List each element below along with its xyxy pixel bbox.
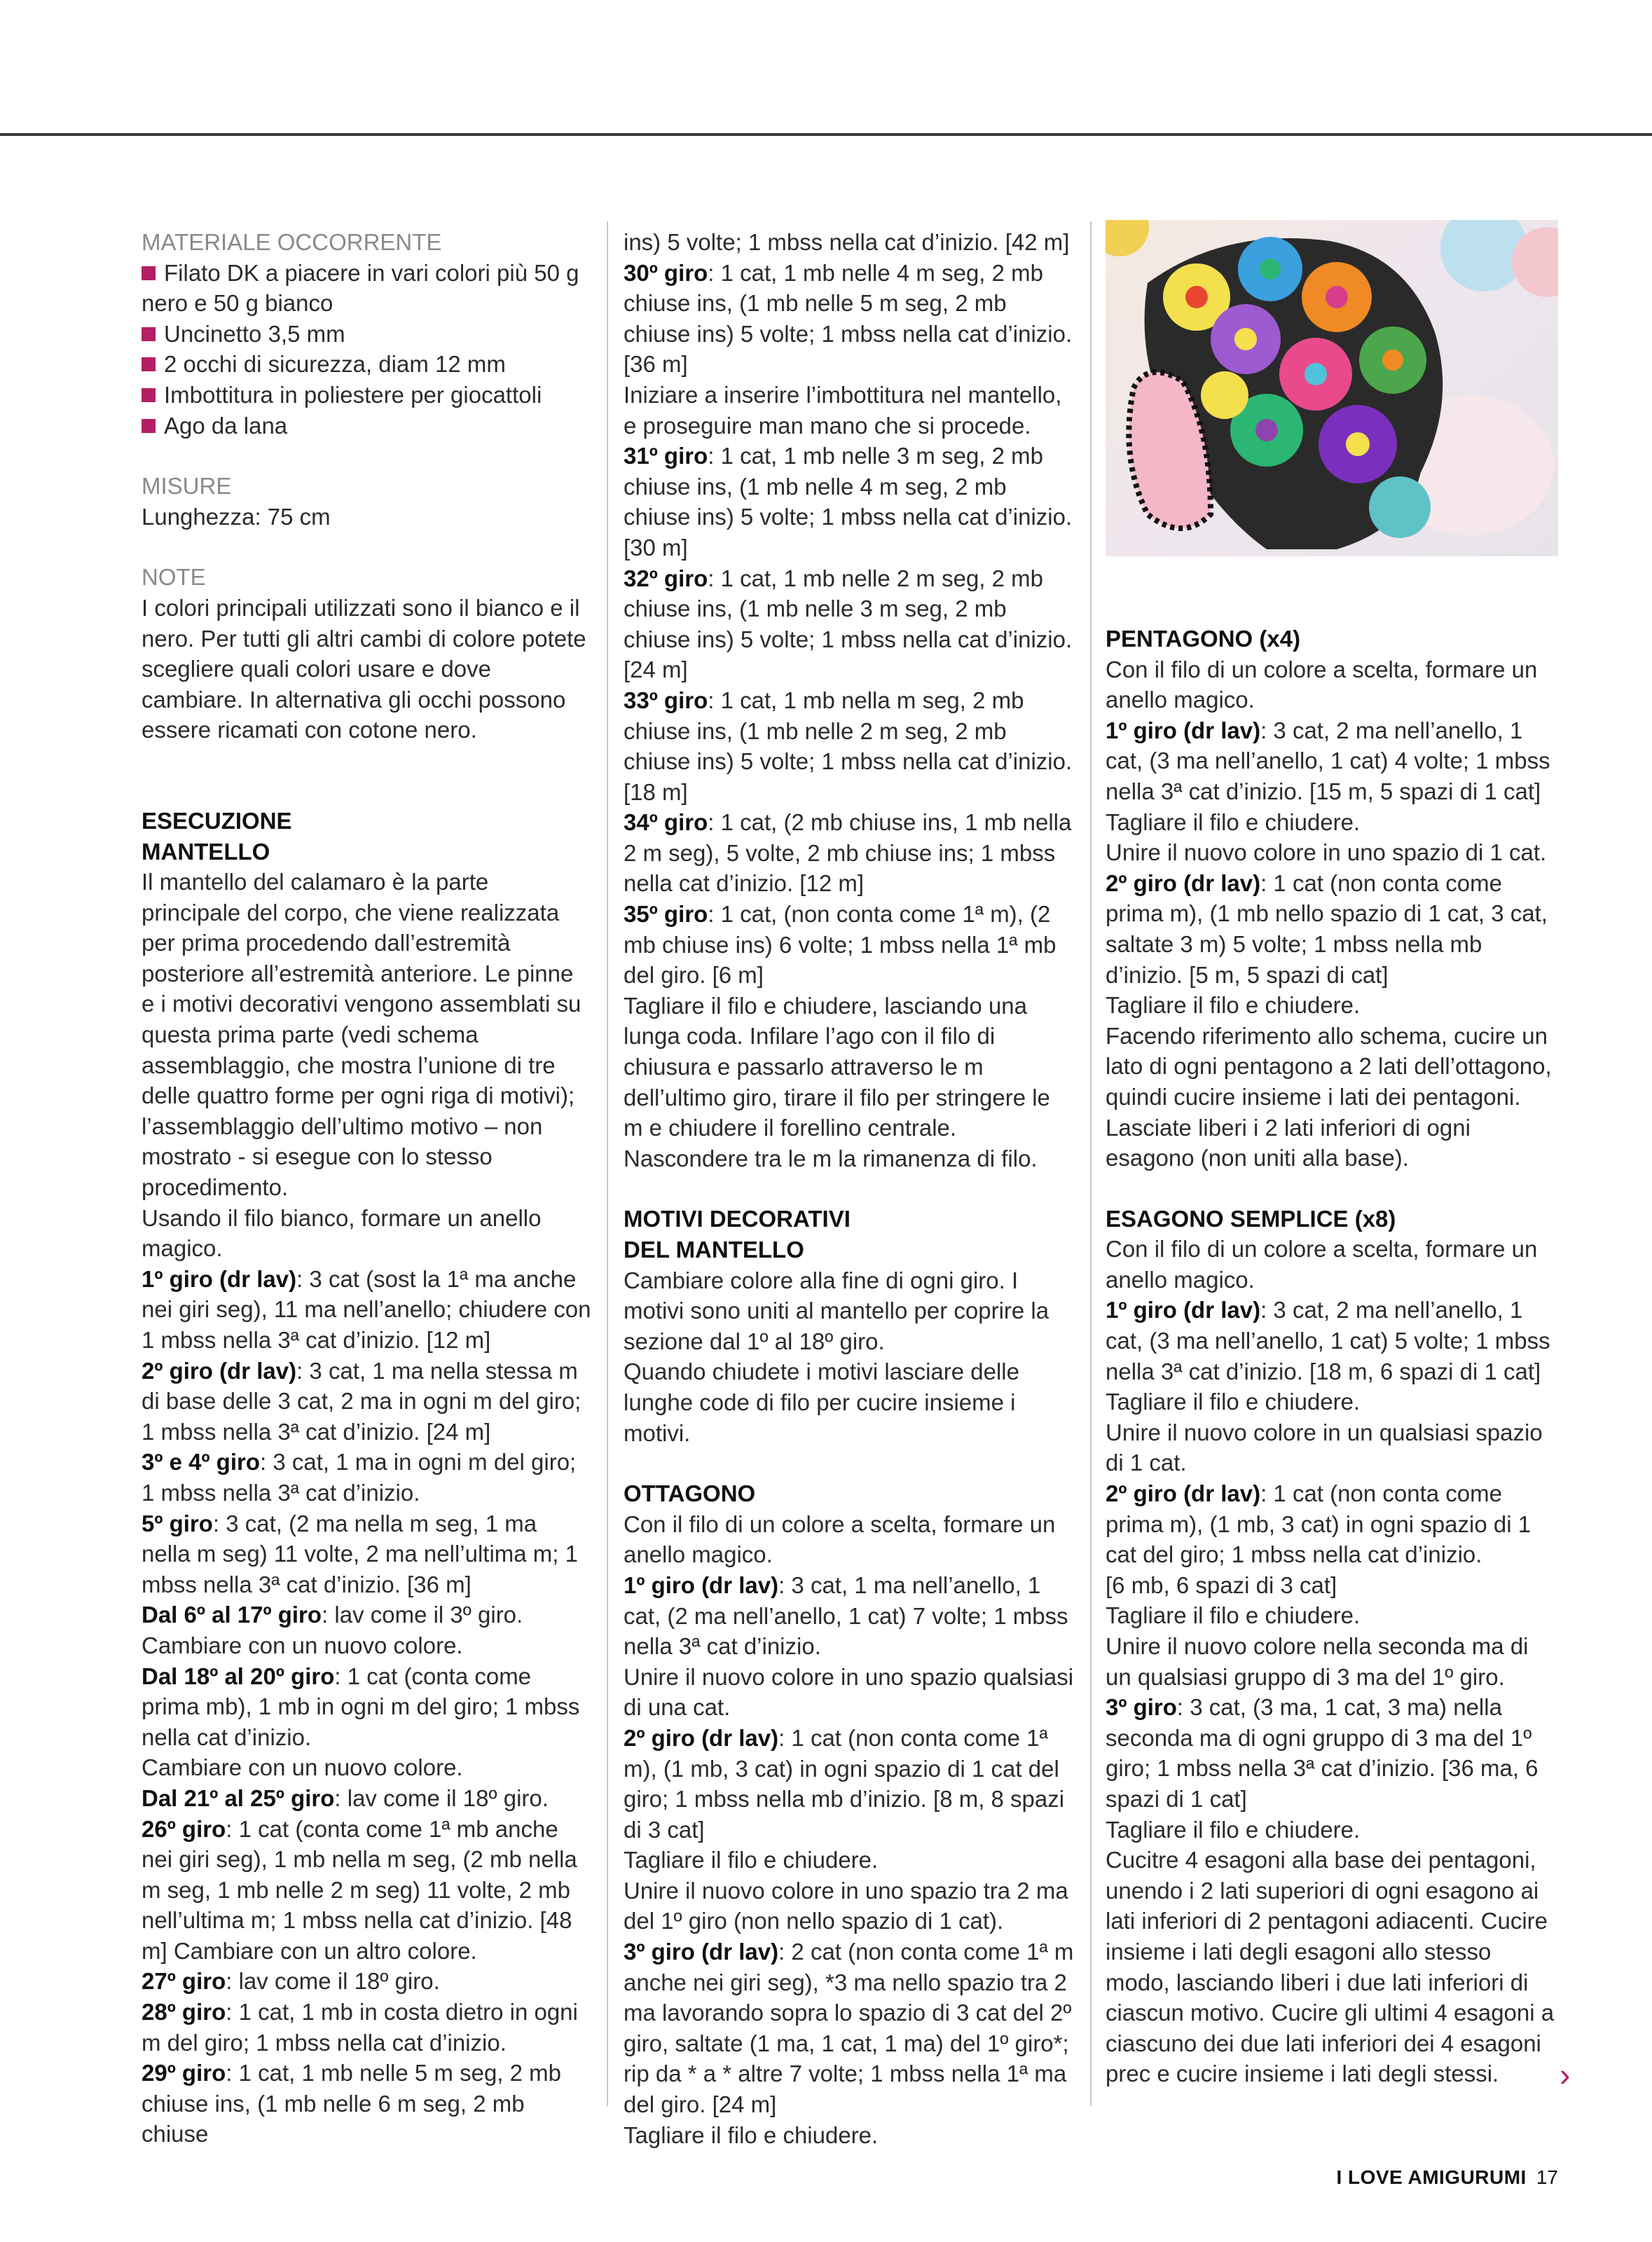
pattern-paragraph [624, 2120, 1075, 2151]
magazine-title: I LOVE AMIGURUMI [1336, 2166, 1527, 2188]
bullet-square-icon [142, 266, 156, 280]
materials-item: 2 occhi di sicurezza, diam 12 mm [142, 349, 591, 380]
round-label: 3º giro (dr lav) [624, 1939, 779, 1965]
round-text: Unire il nuovo colore in uno spazio tra 2 ma del 1º giro (non nello spazio di 1 cat). [624, 1877, 1068, 1934]
round-text: : 1 cat (conta come prima mb), 1 mb in ogni m del giro; 1 mbss nella cat d’inizio. [142, 1663, 580, 1750]
materials-item: Ago da lana [142, 411, 591, 441]
round-text: Tagliare il filo e chiudere. [1106, 1389, 1361, 1415]
bullet-square-icon [142, 419, 156, 433]
pattern-paragraph [1106, 1570, 1558, 1601]
pattern-rounds [624, 227, 1075, 1174]
pattern-paragraph [142, 1783, 591, 1814]
pattern-paragraph [624, 991, 1075, 1143]
round-label: Dal 21º al 25º giro [142, 1784, 335, 1811]
pattern-paragraph [142, 1356, 591, 1447]
pattern-paragraph [1106, 1631, 1558, 1692]
mantello-heading: MANTELLO [142, 838, 270, 865]
ottagono-heading: OTTAGONO [624, 1480, 756, 1507]
round-text: Tagliare il filo e chiudere, lasciando una lunga coda. Infilare l’ago con il filo di chiusura e passarlo attraverso le m dell’ultimo giro, tirare il filo per stringere le m e chiudere il forellino centrale. [624, 992, 1050, 1141]
round-label: 29º giro [142, 2060, 226, 2086]
pattern-paragraph [1106, 1234, 1558, 1295]
pentagono-rounds [1106, 654, 1558, 1174]
round-text: Tagliare il filo e chiudere. [1106, 809, 1361, 835]
pattern-paragraph [624, 1723, 1075, 1845]
pattern-paragraph [1106, 1478, 1558, 1570]
round-label: 1º giro (dr lav) [624, 1572, 779, 1598]
round-text: Con il filo di un colore a scelta, formare un anello magico. [624, 1511, 1056, 1568]
pattern-paragraph [624, 1937, 1075, 2120]
round-text: [6 mb, 6 spazi di 3 cat] [1106, 1572, 1337, 1598]
pattern-paragraph [624, 1570, 1075, 1662]
materials-label: MATERIALE OCCORRENTE [142, 229, 442, 255]
pattern-paragraph [624, 1662, 1075, 1723]
round-text: Tagliare il filo e chiudere. [1106, 1602, 1361, 1629]
mantello-intro: Il mantello del calamaro è la parte principale del corpo, che viene realizzata per prima procedendo dall’estremità posteriore all’estremità anteriore. Le pinne e i motivi decorativi vengono assemblati su questa prima parte (vedi schema assemblaggio, che mostra l’unione di tre delle quattro forme per ogni riga di motivi); l’assemblaggio dell’ultimo motivo – non mostrato - si esegue con lo stesso procedimento. [142, 869, 581, 1201]
round-text: : 1 cat, 1 mb nella m seg, 2 mb chiuse ins, (1 mb nelle 2 m seg, 2 mb chiuse ins) 5 volte; 1 mbss nella cat d’inizio. [18 m] [624, 687, 1073, 805]
round-label: 5º giro [142, 1510, 213, 1536]
round-text: : 1 cat, 1 mb nelle 3 m seg, 2 mb chiuse ins, (1 mb nelle 4 m seg, 2 mb chiuse ins) 5 volte; 1 mbss nella cat d’inizio. [30 m] [624, 443, 1073, 560]
pattern-paragraph [624, 685, 1075, 807]
materials-item: Uncinetto 3,5 mm [142, 319, 591, 350]
round-text: : 1 cat, (2 mb chiuse ins, 1 mb nella 2 m seg), 5 volte, 2 mb chiuse ins; 1 mbss nella cat d’inizio. [12 m] [624, 809, 1072, 897]
page-number: 17 [1536, 2166, 1558, 2188]
round-text: : 3 cat, 1 ma in ogni m del giro; 1 mbss nella 3ª cat d’inizio. [142, 1449, 577, 1506]
esecuzione-heading: ESECUZIONE [142, 807, 292, 834]
round-text: : lav come il 18º giro. [226, 1968, 440, 1995]
round-text: : 1 cat, 1 mb nelle 4 m seg, 2 mb chiuse ins, (1 mb nelle 5 m seg, 2 mb chiuse ins) 5 volte; 1 mbss nella cat d’inizio. [36 m] [624, 259, 1073, 378]
misure-label: MISURE [142, 473, 232, 500]
column-1 [142, 227, 591, 2150]
round-text: Con il filo di un colore a scelta, formare un anello magico. [1106, 1236, 1538, 1293]
misure-text: Lunghezza: 75 cm [142, 503, 331, 530]
pattern-paragraph [142, 1447, 591, 1508]
ottagono-rounds [624, 1509, 1075, 2150]
pattern-paragraph [624, 899, 1075, 991]
round-text: Unire il nuovo colore nella seconda ma di un qualsiasi gruppo di 3 ma del 1º giro. [1106, 1633, 1529, 1690]
round-text: Tagliare il filo e chiudere. [1106, 992, 1361, 1019]
round-text: : 1 cat (non conta come prima m), (1 mb, 3 cat) in ogni spazio di 1 cat del giro; 1 mbss nella cat d’inizio. [1106, 1480, 1531, 1568]
column-2 [624, 227, 1075, 2150]
pattern-paragraph [1106, 1417, 1558, 1478]
pattern-paragraph [142, 1630, 591, 1661]
round-text: Cambiare con un nuovo colore. [142, 1632, 463, 1658]
round-text: Iniziare a inserire l’imbottitura nel mantello, e proseguire man mano che si procede. [624, 381, 1062, 439]
round-label: 33º giro [624, 687, 708, 713]
pattern-paragraph [1106, 715, 1558, 807]
pattern-paragraph [624, 1143, 1075, 1174]
column-divider [607, 221, 608, 2106]
round-label: 30º giro [624, 259, 708, 286]
chevron-right-icon: › [1560, 2056, 1571, 2093]
pattern-paragraph [142, 1600, 591, 1630]
round-label: 28º giro [142, 1999, 226, 2026]
round-label: Dal 18º al 20º giro [142, 1663, 335, 1689]
pattern-paragraph [142, 1997, 591, 2058]
round-label: 27º giro [142, 1968, 226, 1995]
materials-list [142, 258, 591, 441]
pattern-rounds [142, 1264, 591, 2150]
motivi-heading: MOTIVI DECORATIVI [624, 1206, 851, 1232]
bullet-square-icon [142, 388, 156, 402]
round-text: Tagliare il filo e chiudere. [1106, 1816, 1361, 1843]
top-rule [0, 133, 1652, 136]
pattern-paragraph [1106, 1600, 1558, 1631]
note-text: I colori principali utilizzati sono il bianco e il nero. Per tutti gli altri cambi di colore potete scegliere quali colori usare e dove cambiare. In alternativa gli occhi possono essere ricamati con cotone nero. [142, 594, 586, 743]
round-label: 3º giro [1106, 1694, 1177, 1721]
pattern-paragraph [142, 1264, 591, 1356]
round-text: : 3 cat, 2 ma nell’anello, 1 cat, (3 ma nell’anello, 1 cat) 5 volte; 1 mbss nella 3ª cat d’inizio. [18 m, 6 spazi di 1 cat] [1106, 1297, 1550, 1384]
round-text: Con il filo di un colore a scelta, formare un anello magico. [1106, 656, 1538, 713]
round-text: : 3 cat, (3 ma, 1 cat, 3 ma) nella seconda ma di ogni gruppo di 3 ma del 1º giro; 1 mbss nella 3ª cat d’inizio. [36 ma, 6 spazi di 1 cat] [1106, 1694, 1539, 1812]
round-label: 1º giro (dr lav) [1106, 717, 1261, 743]
bullet-square-icon [142, 357, 156, 371]
pattern-paragraph [142, 1508, 591, 1600]
amigurumi-squid-photo [1106, 220, 1558, 556]
round-text: : 1 cat, 1 mb in costa dietro in ogni m del giro; 1 mbss nella cat d’inizio. [142, 1999, 578, 2056]
pattern-paragraph [142, 1661, 591, 1753]
pattern-paragraph [624, 258, 1075, 380]
round-text: Nascondere tra le m la rimanenza di filo. [624, 1145, 1038, 1171]
round-label: 35º giro [624, 901, 708, 928]
round-text: : 2 cat (non conta come 1ª m anche nei giri seg), *3 ma nello spazio tra 2 ma lavorando sopra lo spazio di 3 cat del 2º giro, saltate (1 ma, 1 cat, 1 ma) del 1º giro*; rip da * a * altre 7 volte; 1 mbss nella 1ª ma del giro. [24 m] [624, 1939, 1074, 2118]
round-text: : 3 cat, 2 ma nell’anello, 1 cat, (3 ma nell’anello, 1 cat) 4 volte; 1 mbss nella 3ª cat d’inizio. [15 m, 5 spazi di 1 cat] [1106, 717, 1550, 804]
pattern-paragraph [142, 1966, 591, 1997]
column-divider [1090, 221, 1092, 2106]
round-label: 26º giro [142, 1815, 226, 1842]
round-label: 1º giro (dr lav) [1106, 1297, 1261, 1323]
round-text: Unire il nuovo colore in uno spazio di 1 cat. [1106, 839, 1547, 866]
page-footer [1336, 2166, 1558, 2189]
motivi-text: Quando chiudete i motivi lasciare delle lunghe code di filo per cucire insieme i motivi. [624, 1359, 1019, 1446]
column-3 [1106, 624, 1558, 2089]
materials-item: Imbottitura in poliestere per giocattoli [142, 380, 591, 411]
pattern-paragraph [1106, 837, 1558, 868]
round-text: : 1 cat, (non conta come 1ª m), (2 mb chiuse ins) 6 volte; 1 mbss nella 1ª mb del giro. [6 m] [624, 901, 1056, 989]
esagono-rounds [1106, 1234, 1558, 2089]
round-label: 32º giro [624, 565, 708, 591]
round-text: : 1 cat (conta come 1ª mb anche nei giri seg), 1 mb nella m seg, (2 mb nella m seg, 1 mb nelle 2 m seg) 11 volte, 2 mb nell’ultima m; 1 mbss nella cat d’inizio. [48 m] Cambiare con un altro colore. [142, 1815, 577, 1964]
materials-item: Filato DK a piacere in vari colori più 50 g nero e 50 g bianco [142, 259, 579, 317]
round-text: : 1 cat, 1 mb nelle 5 m seg, 2 mb chiuse ins, (1 mb nelle 6 m seg, 2 mb chiuse [142, 2060, 561, 2147]
mantello-start: Usando il filo bianco, formare un anello magico. [142, 1204, 542, 1262]
round-text: Cucitre 4 esagoni alla base dei pentagoni, unendo i 2 lati superiori di ogni esagono ai lati inferiori di 2 pentagoni adiacenti. Cucire insieme i lati degli esagoni allo stesso modo, lasciando liberi i due lati inferiori di ciascun motivo. Cucire gli ultimi 4 esagoni a ciascuno dei due lati inferiori dei 4 esagoni prec e cucire insieme i lati degli stessi. [1106, 1847, 1555, 2087]
round-text: : 1 cat (non conta come 1ª m), (1 mb, 3 cat) in ogni spazio di 1 cat del giro; 1 mbss nella mb d’inizio. [8 m, 8 spazi di 3 cat] [624, 1724, 1065, 1843]
pattern-paragraph [142, 1814, 591, 1967]
round-text: : 3 cat, (2 ma nella m seg, 1 ma nella m seg) 11 volte, 2 ma nell’ultima m; 1 mbss nella 3ª cat d’inizio. [36 m] [142, 1510, 578, 1597]
round-label: 34º giro [624, 809, 708, 836]
round-label: Dal 6º al 17º giro [142, 1602, 322, 1628]
round-label: 2º giro (dr lav) [624, 1724, 779, 1751]
round-text: : 3 cat, 1 ma nell’anello, 1 cat, (2 ma nell’anello, 1 cat) 7 volte; 1 mbss nella 3ª cat d’inizio. [624, 1572, 1068, 1660]
round-text: : 1 cat, 1 mb nelle 2 m seg, 2 mb chiuse ins, (1 mb nelle 3 m seg, 2 mb chiuse ins) 5 volte; 1 mbss nella cat d’inizio. [24 m] [624, 565, 1073, 683]
pattern-paragraph [624, 1876, 1075, 1937]
round-text: : lav come il 3º giro. [322, 1602, 523, 1628]
round-text: Tagliare il filo e chiudere. [624, 1847, 879, 1873]
pattern-paragraph [624, 380, 1075, 441]
pattern-paragraph [1106, 654, 1558, 715]
pattern-paragraph [624, 441, 1075, 563]
esagono-heading: ESAGONO SEMPLICE (x8) [1106, 1205, 1396, 1232]
motivi-text: Cambiare colore alla fine di ogni giro. I motivi sono uniti al mantello per coprire la sezione dal 1º al 18º giro. [624, 1267, 1049, 1354]
round-text: ins) 5 volte; 1 mbss nella cat d’inizio. [42 m] [624, 229, 1070, 255]
pattern-paragraph [1106, 1387, 1558, 1417]
pattern-paragraph [624, 227, 1075, 258]
pattern-paragraph [142, 2058, 591, 2150]
pattern-paragraph [1106, 1815, 1558, 1845]
pattern-paragraph [1106, 868, 1558, 990]
round-text: : 3 cat (sost la 1ª ma anche nei giri seg), 11 ma nell’anello; chiudere con 1 mbss nella 3ª cat d’inizio. [12 m] [142, 1265, 591, 1353]
pattern-paragraph [1106, 1845, 1558, 2089]
pattern-paragraph [624, 1845, 1075, 1876]
round-label: 31º giro [624, 443, 708, 469]
pattern-paragraph [624, 807, 1075, 899]
round-text: : 1 cat (non conta come prima m), (1 mb nello spazio di 1 cat, 3 cat, saltate 3 m) 5 volte; 1 mbss nella mb d’inizio. [5 m, 5 spazi di cat] [1106, 869, 1548, 988]
round-text: Unire il nuovo colore in uno spazio qualsiasi di una cat. [624, 1663, 1074, 1721]
round-text: Cambiare con un nuovo colore. [142, 1754, 463, 1781]
note-label: NOTE [142, 564, 206, 591]
pentagono-heading: PENTAGONO (x4) [1106, 626, 1301, 652]
pattern-paragraph [1106, 1295, 1558, 1387]
pattern-paragraph [1106, 1021, 1558, 1174]
round-text: : lav come il 18º giro. [334, 1784, 549, 1811]
round-text: Unire il nuovo colore in un qualsiasi spazio di 1 cat. [1106, 1419, 1543, 1476]
pattern-paragraph [142, 1752, 591, 1783]
round-label: 2º giro (dr lav) [1106, 869, 1261, 896]
pattern-paragraph [624, 563, 1075, 685]
round-label: 1º giro (dr lav) [142, 1265, 297, 1292]
pattern-paragraph [624, 1509, 1075, 1570]
round-label: 2º giro (dr lav) [1106, 1480, 1261, 1507]
motivi-subheading: DEL MANTELLO [624, 1237, 804, 1263]
pattern-paragraph [1106, 1692, 1558, 1814]
round-text: Tagliare il filo e chiudere. [624, 2121, 879, 2148]
round-label: 2º giro (dr lav) [142, 1357, 297, 1384]
round-text: Facendo riferimento allo schema, cucire un lato di ogni pentagono a 2 lati dell’ottagono, quindi cucire insieme i lati dei pentagoni. Lasciate liberi i 2 lati inferiori di ogni esagono (non uniti alla base). [1106, 1022, 1552, 1171]
bullet-square-icon [142, 327, 156, 341]
round-text: : 3 cat, 1 ma nella stessa m di base delle 3 cat, 2 ma in ogni m del giro; 1 mbss nella 3ª cat d’inizio. [24 m] [142, 1357, 581, 1445]
round-label: 3º e 4º giro [142, 1449, 260, 1476]
pattern-paragraph [1106, 807, 1558, 838]
pattern-paragraph [1106, 990, 1558, 1021]
